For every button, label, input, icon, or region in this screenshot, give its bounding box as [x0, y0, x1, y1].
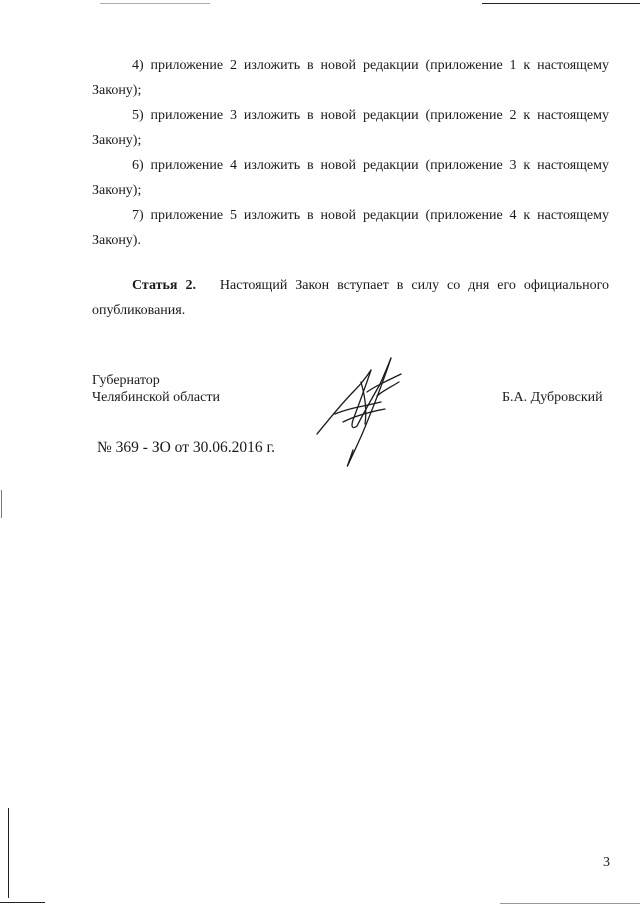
list-item-7-line2: Закону).: [92, 233, 141, 248]
law-number: № 369 - ЗО от 30.06.2016 г.: [97, 439, 275, 456]
signatory-title-line1: Губернатор: [92, 373, 160, 388]
scan-mark-left-top: [1, 490, 2, 518]
list-item-5: [92, 103, 609, 153]
list-item-5-line2: Закону);: [92, 133, 142, 148]
scan-mark-left-bottom: [8, 808, 9, 898]
scan-mark-bottom-left: [0, 902, 45, 903]
signatory-name: Б.А. Дубровский: [502, 390, 603, 405]
article-2: [92, 273, 609, 323]
article-label: Статья 2.: [132, 278, 196, 293]
article-text-line2: опубликования.: [92, 303, 186, 318]
page-number: 3: [603, 855, 610, 870]
list-item-6: [92, 153, 609, 203]
article-2-line1: [92, 273, 609, 298]
article-text-line1: Настоящий Закон вступает в силу со дня его официального: [219, 278, 610, 293]
scan-mark-top-right: [482, 3, 640, 4]
list-item-5-line1: 5) приложение 3 изложить в новой редакции (приложение 2 к настоящему: [132, 108, 609, 123]
signatory-title: [92, 372, 220, 406]
list-item-6-line1: 6) приложение 4 изложить в новой редакции (приложение 3 к настоящему: [132, 158, 609, 173]
list-item-4-line2: Закону);: [92, 83, 142, 98]
list-item-4-line1: 4) приложение 2 изложить в новой редакции (приложение 1 к настоящему: [132, 58, 609, 73]
signature-image: [305, 352, 415, 470]
list-item-7-line1: 7) приложение 5 изложить в новой редакции (приложение 4 к настоящему: [132, 208, 609, 223]
list-item-6-line2: Закону);: [92, 183, 142, 198]
list-item-4: [92, 53, 609, 103]
scan-mark-top-left: [100, 3, 210, 4]
list-item-7: [92, 203, 609, 253]
signatory-title-line2: Челябинской области: [92, 390, 220, 405]
scan-mark-bottom-right: [500, 903, 640, 904]
